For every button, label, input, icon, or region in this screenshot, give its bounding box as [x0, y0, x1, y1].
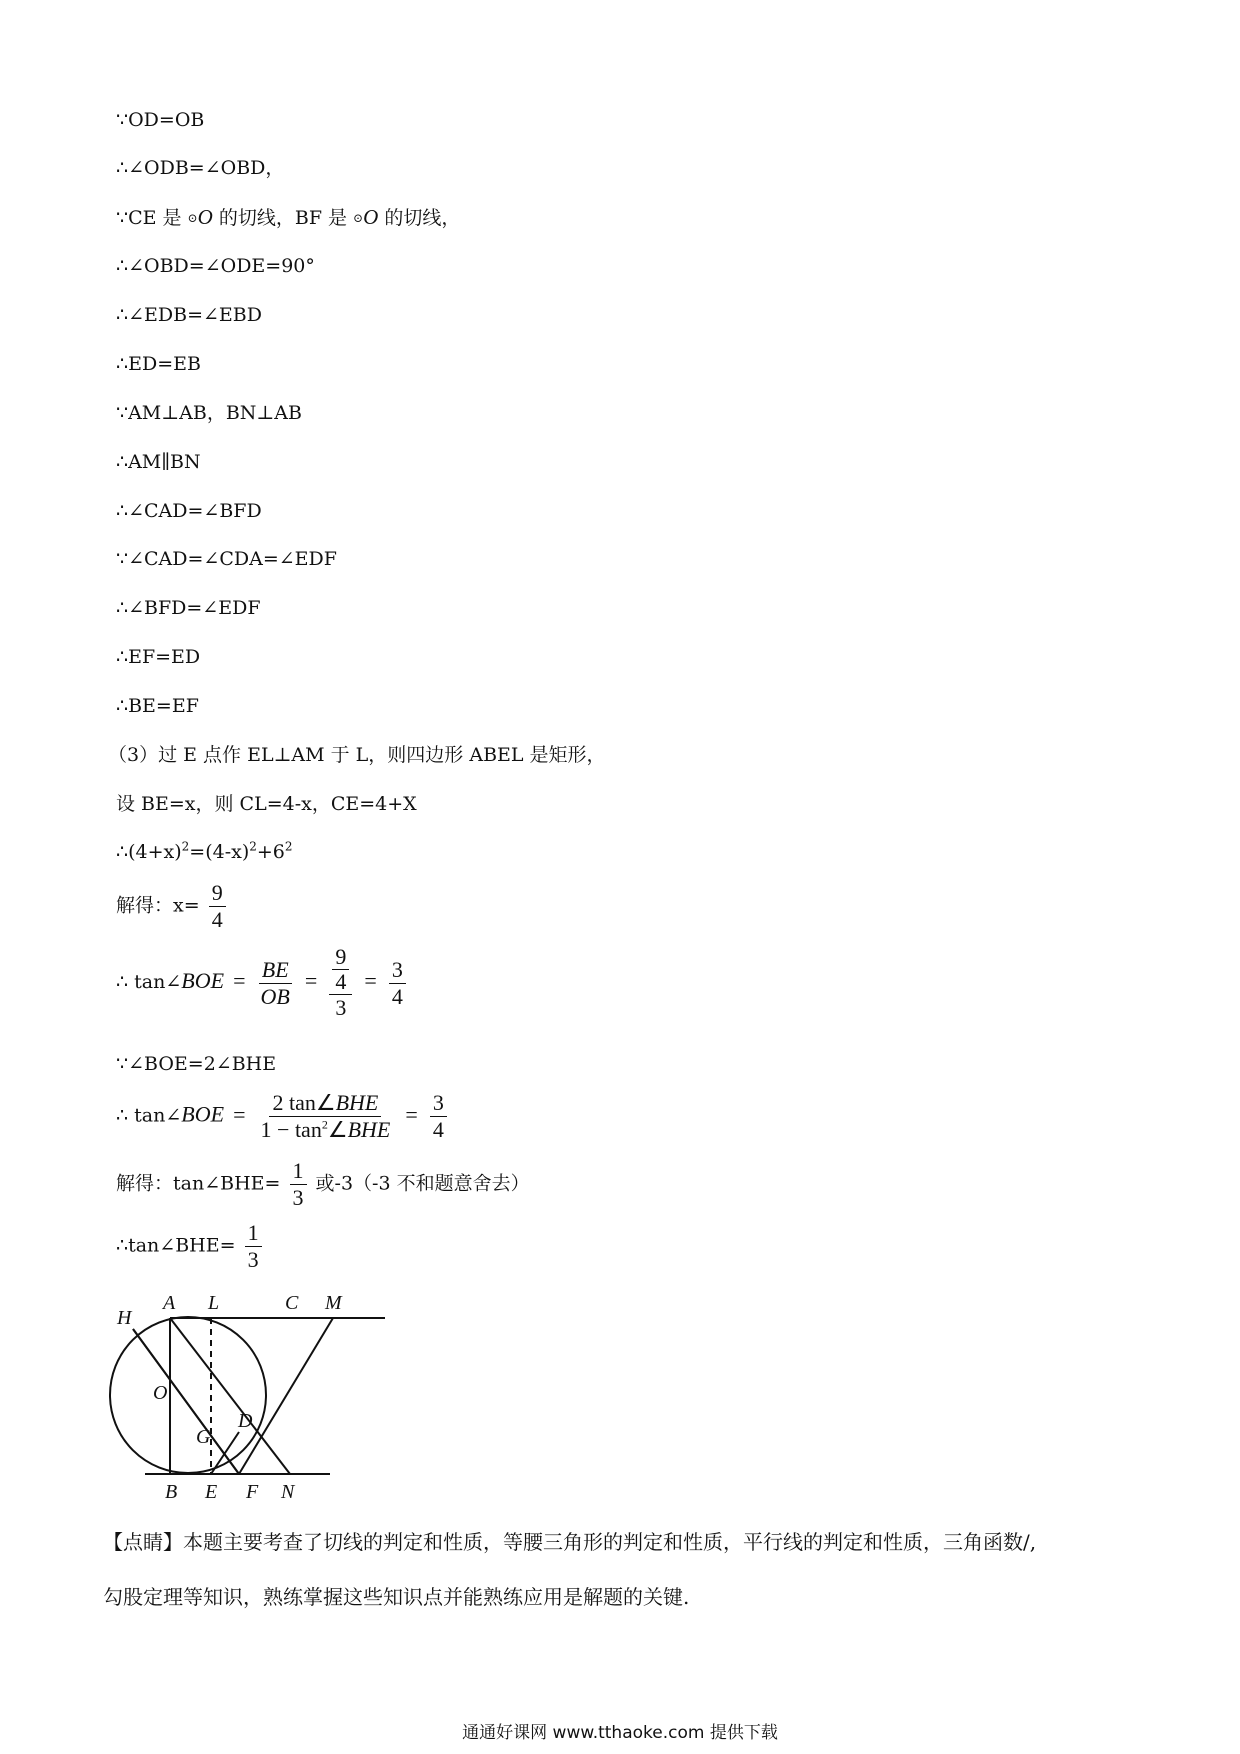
- math-var: BHE: [335, 1090, 379, 1115]
- denominator: 4: [432, 1117, 444, 1142]
- label-o: O: [153, 1382, 168, 1404]
- superscript: 2: [181, 839, 190, 854]
- fraction-9-4: [209, 880, 226, 933]
- fraction-be-ob: [258, 957, 293, 1010]
- proof-line-16: [116, 840, 293, 864]
- text: ∵OD=OB: [116, 109, 205, 131]
- text: ∴∠BFD=∠EDF: [116, 597, 261, 619]
- label-g: G: [196, 1426, 211, 1448]
- text: 2 tan∠: [272, 1090, 336, 1115]
- text: +6: [256, 841, 285, 863]
- text: 勾股定理等知识，熟练掌握这些知识点并能熟练应用是解题的关键.: [103, 1585, 690, 1609]
- equals-sign: =: [364, 968, 377, 993]
- equals-sign: =: [304, 968, 318, 993]
- numerator: 9: [209, 880, 226, 907]
- text: 设 BE=x，则 CL=4-x，CE=4+X: [116, 793, 417, 815]
- text: 的切线，: [384, 207, 461, 229]
- segment-ce: [239, 1318, 333, 1474]
- text: ∵CE 是: [116, 207, 182, 229]
- numerator: [329, 945, 352, 995]
- segment-af: [170, 1318, 290, 1474]
- fraction-nested: [329, 945, 352, 1021]
- text: ∴BE=EF: [116, 695, 199, 717]
- superscript: 2: [321, 1117, 328, 1132]
- proof-line-6: [116, 352, 201, 376]
- denominator: 3: [292, 1185, 304, 1210]
- proof-line-13: [116, 694, 199, 718]
- proof-line-5: [116, 303, 262, 327]
- label-a: A: [163, 1292, 176, 1314]
- label-b: B: [165, 1481, 178, 1503]
- fraction-1-3: [290, 1158, 307, 1211]
- equals-sign: =: [405, 1101, 418, 1127]
- fraction-3-4: [430, 1090, 447, 1143]
- circle-symbol: ⊙: [187, 211, 198, 225]
- proof-line-2: [116, 156, 284, 180]
- text: =(4-x): [189, 841, 250, 863]
- proof-line-4: [116, 254, 315, 278]
- text: ∵∠BOE=2∠BHE: [116, 1053, 277, 1075]
- denominator: OB: [260, 983, 290, 1009]
- proof-line-3: [116, 205, 460, 230]
- text: ∴ tan∠: [116, 971, 182, 993]
- equals-sign: =: [233, 968, 246, 993]
- proof-line-21: [116, 1158, 530, 1211]
- superscript: 2: [284, 839, 293, 854]
- text: 解得：x=: [116, 894, 200, 917]
- numerator: 3: [389, 957, 406, 984]
- proof-line-11: [116, 596, 261, 620]
- text: ∴ tan∠: [116, 1104, 182, 1127]
- dianjing-line-2: [103, 1585, 689, 1609]
- text: 1 − tan: [260, 1117, 322, 1142]
- superscript: 2: [249, 839, 257, 854]
- circle-symbol: ⊙: [353, 211, 364, 225]
- proof-line-14: [108, 743, 606, 767]
- inner-fraction: [332, 945, 349, 994]
- proof-line-1: [116, 108, 204, 132]
- equals-sign: =: [233, 1101, 246, 1127]
- fraction-tan-double: [258, 1090, 394, 1143]
- numerator: 9: [332, 945, 349, 970]
- label-c: C: [285, 1292, 299, 1314]
- proof-line-18: [116, 945, 409, 1021]
- denominator: 4: [335, 969, 347, 994]
- numerator: BE: [259, 957, 292, 984]
- text: 【点睛】本题主要考查了切线的判定和性质，等腰三角形的判定和性质，平行线的判定和性质，三角函数/,: [103, 1530, 1037, 1554]
- denominator: 4: [211, 907, 223, 932]
- circle-o-label: O: [363, 205, 379, 229]
- circle-o-label: O: [197, 205, 213, 229]
- text: ∴EF=ED: [116, 646, 201, 668]
- proof-line-12: [116, 645, 200, 669]
- page-footer: 通通好课网 www.tthaoke.com 提供下载: [462, 1723, 778, 1743]
- text: 或-3（-3 不和题意舍去）: [315, 1172, 530, 1195]
- math-var: BOE: [181, 968, 225, 993]
- label-h: H: [117, 1307, 132, 1329]
- proof-line-9: [116, 499, 262, 523]
- text: ∵AM⊥AB，BN⊥AB: [116, 402, 302, 424]
- geometry-figure: [105, 1287, 415, 1507]
- text: ∴(4+x): [116, 841, 182, 863]
- text: 解得：tan∠BHE=: [116, 1172, 281, 1195]
- text: ∠: [327, 1117, 348, 1142]
- numerator: 1: [290, 1158, 307, 1185]
- fraction-3-4: [389, 957, 406, 1010]
- math-var: BHE: [347, 1117, 391, 1142]
- label-m: M: [325, 1292, 342, 1314]
- label-d: D: [238, 1410, 253, 1432]
- text: （3）过 E 点作 EL⊥AM 于 L，则四边形 ABEL 是矩形，: [108, 744, 606, 766]
- proof-line-8: [116, 450, 201, 474]
- proof-line-19: [116, 1052, 276, 1076]
- proof-line-7: [116, 401, 302, 425]
- denominator: 4: [391, 983, 403, 1009]
- math-var: BOE: [181, 1101, 225, 1127]
- label-f: F: [246, 1481, 259, 1503]
- fraction-1-3: [245, 1220, 262, 1273]
- text: ∴tan∠BHE=: [116, 1234, 236, 1257]
- proof-line-20: [116, 1090, 450, 1143]
- denominator: 3: [247, 1247, 259, 1272]
- label-l: L: [208, 1292, 220, 1314]
- proof-line-15: [116, 792, 417, 816]
- text: ∴∠CAD=∠BFD: [116, 500, 262, 522]
- text: ∴AM∥BN: [116, 451, 201, 473]
- numerator: 1: [245, 1220, 262, 1247]
- numerator: 3: [430, 1090, 447, 1117]
- proof-line-17: [116, 880, 229, 933]
- text: ∵∠CAD=∠CDA=∠EDF: [116, 548, 337, 570]
- denominator: [258, 1117, 394, 1143]
- label-e: E: [205, 1481, 218, 1503]
- proof-line-22: [116, 1220, 265, 1273]
- text: ∴∠EDB=∠EBD: [116, 304, 262, 326]
- numerator: [269, 1090, 381, 1117]
- denominator: 3: [335, 995, 347, 1020]
- text: ∴ED=EB: [116, 353, 201, 375]
- label-n: N: [281, 1481, 295, 1503]
- text: 的切线，BF 是: [218, 207, 348, 229]
- segment-he: [133, 1329, 239, 1474]
- text: ∴∠ODB=∠OBD，: [116, 157, 285, 179]
- proof-line-10: [116, 547, 337, 571]
- dianjing-line-1: [103, 1530, 1036, 1554]
- text: ∴∠OBD=∠ODE=90°: [116, 255, 315, 277]
